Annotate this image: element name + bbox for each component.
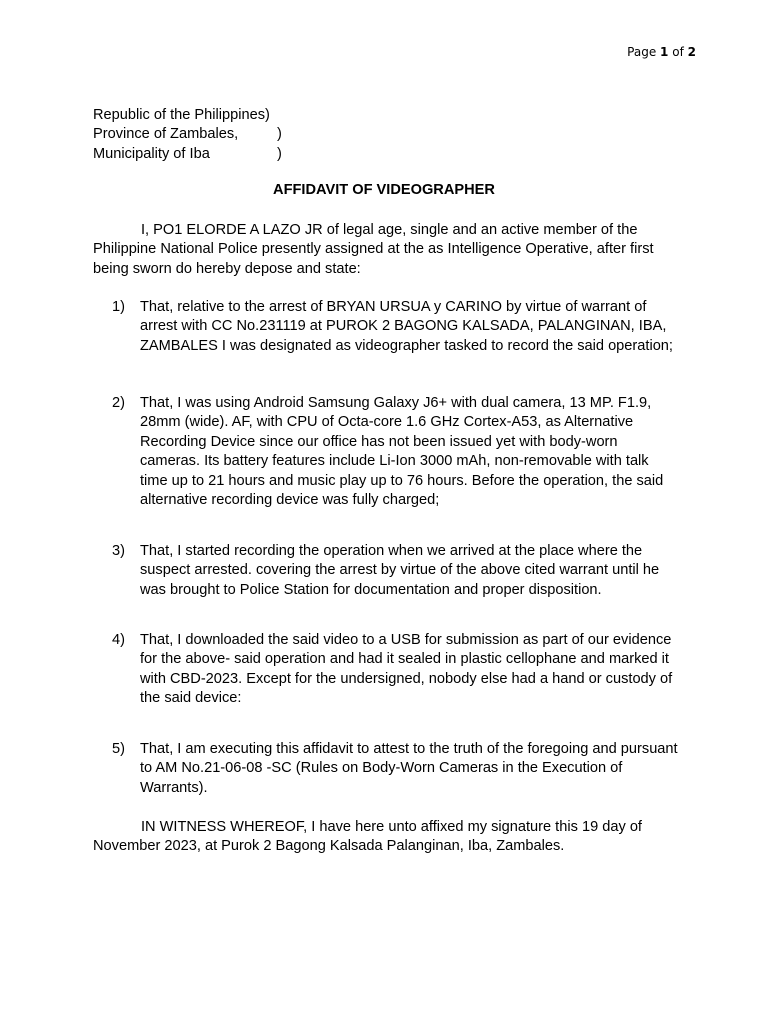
caption-block xyxy=(93,106,675,164)
caption-paren: ) xyxy=(277,126,282,143)
item-number: 5) xyxy=(112,741,125,757)
page-current: 1 xyxy=(660,45,669,59)
of-word: of xyxy=(672,45,684,59)
page-word: Page xyxy=(627,45,657,59)
list-item xyxy=(112,542,678,600)
list-item xyxy=(112,740,678,798)
intro-paragraph: I, PO1 ELORDE A LAZO JR of legal age, single and an active member of the Philippine National Police presently assigned at the as Intelligence Operative, after first being sworn do hereby depose and state: xyxy=(93,222,654,277)
page-number xyxy=(627,45,696,59)
caption-line xyxy=(93,106,675,125)
document-title: AFFIDAVIT OF VIDEOGRAPHER xyxy=(273,182,495,198)
caption-municipality: Municipality of Iba xyxy=(93,145,210,162)
item-text: That, I was using Android Samsung Galaxy J6+ with dual camera, 13 MP. F1.9, 28mm (wide). AF, with CPU of Octa-core 1.6 GHz Cortex-A53, as Alternative Recording Device since our office has not been issued yet with body-worn cameras. Its battery features include Li-Ion 3000 mAh, non-removable with talk time up to 21 hours and music play up to 76 hours. Before the operation, the said alternative recording device was fully charged; xyxy=(140,395,664,509)
list-item xyxy=(112,394,678,510)
item-text: That, I started recording the operation when we arrived at the place where the suspect arrested. covering the arrest by virtue of the above cited warrant until he was brought to Police Station for documentation and proper disposition. xyxy=(140,543,660,598)
item-number: 1) xyxy=(112,299,125,315)
item-text: That, relative to the arrest of BRYAN URSUA y CARINO by virtue of warrant of arrest with CC No.231119 at PUROK 2 BAGONG KALSADA, PALANGINAN, IBA, ZAMBALES I was designated as videographer tasked to record the said operation; xyxy=(140,299,673,354)
witness-paragraph: IN WITNESS WHEREOF, I have here unto affixed my signature this 19 day of November 2023, at Purok 2 Bagong Kalsada Palanginan, Iba, Zambales. xyxy=(93,819,642,855)
caption-province: Province of Zambales, xyxy=(93,126,239,143)
page-total: 2 xyxy=(687,45,696,59)
caption-line xyxy=(93,125,675,144)
item-number: 3) xyxy=(112,543,125,559)
item-number: 4) xyxy=(112,632,125,648)
caption-paren: ) xyxy=(277,145,282,162)
item-number: 2) xyxy=(112,395,125,411)
item-text: That, I downloaded the said video to a USB for submission as part of our evidence for the above- said operation and had it sealed in plastic cellophane and marked it with CBD-2023. Except for the undersigned, nobody else had a hand or custody of the said device: xyxy=(140,632,673,707)
caption-line xyxy=(93,145,675,164)
item-text: That, I am executing this affidavit to attest to the truth of the foregoing and pursuant to AM No.21-06-08 -SC (Rules on Body-Worn Cameras in the Execution of Warrants). xyxy=(140,741,678,796)
list-item xyxy=(112,298,678,356)
list-item xyxy=(112,631,678,709)
caption-republic: Republic of the Philippines) xyxy=(93,107,270,123)
